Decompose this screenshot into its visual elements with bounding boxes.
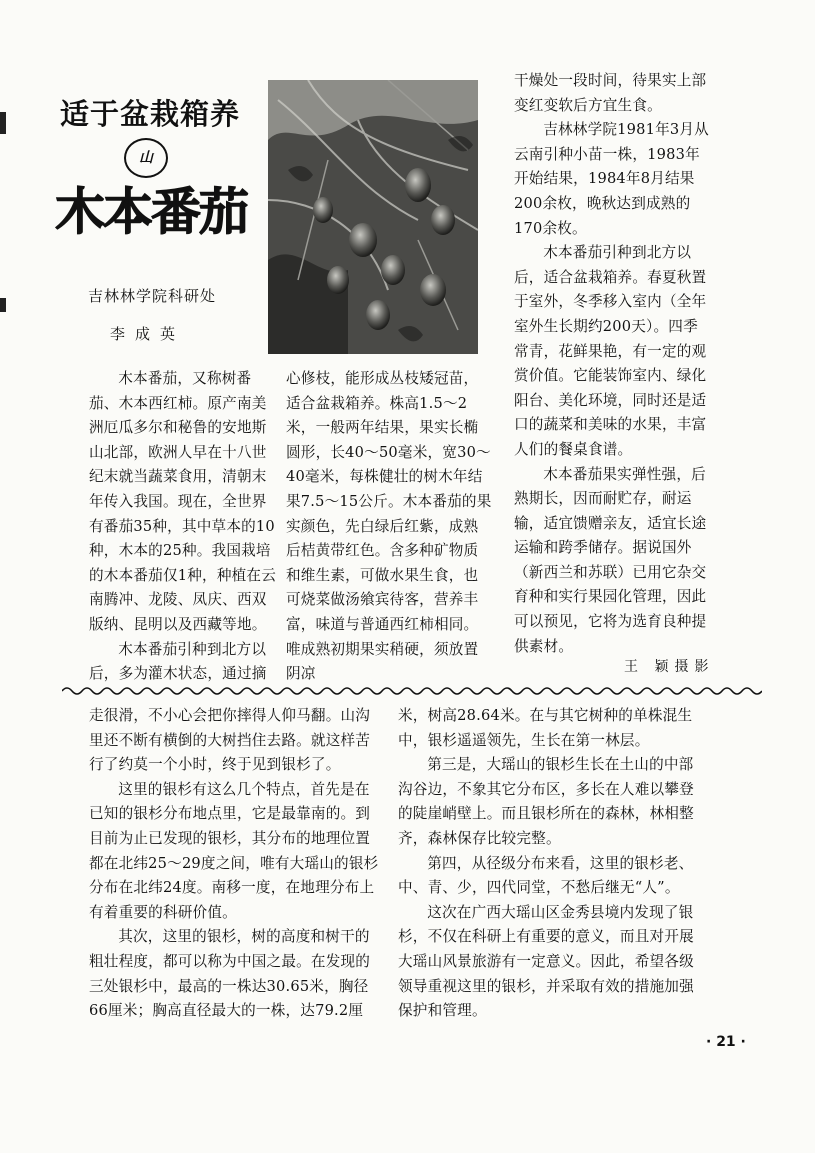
photo-illustration [268,80,478,354]
paragraph: 干燥处一段时间，待果实上部变红变软后方宜生食。 [514,72,707,114]
paragraph: 木本番茄，又称树番茄、木本西红柿。原产南美洲厄瓜多尔和秘鲁的安地斯山北部，欧洲人早在十八世纪末就当蔬菜食用，清朝末年传入我国。现在，全世界有番茄35种，其中草本的10种，木本的25种。我国栽培的木本番茄仅1种，种植在云南腾冲、龙陵、凤庆、西双版纳、昆明以及西藏等地。 [89,370,277,633]
scan-mark [0,112,6,134]
article1-col1 [89,367,278,687]
title-line2: 木本番茄 [55,183,247,241]
article1-col2 [286,367,492,687]
paragraph: 吉林林学院1981年3月从云南引种小苗一株，1983年开始结果，1984年8月结果200余枚，晚秋达到成熟的170余枚。 [514,121,709,237]
paragraph: 心修枝，能形成丛枝矮冠苗，适合盆栽箱养。株高1.5～2米，一般两年结果，果实长椭圆形，长40～50毫米，宽30～40毫米，每株健壮的树木年结果7.5～15公斤。木本番茄的果实颜色，先白绿后红紫，成熟后桔黄带红色。含多种矿物质和维生素，可做水果生食，也可烧菜做汤飨宾待客，营养丰富，味道与普通西红柿相同。唯成熟初期果实稍硬，须放置阴凉 [286,370,492,683]
paragraph: 米，树高28.64米。在与其它树种的单株混生中，银杉遥遥领先，生长在第一林层。 [398,707,693,749]
tree-tomato-photo [268,80,478,354]
paragraph: 木本番茄果实弹性强，后熟期长，因而耐贮存，耐运输，适宜馈赠亲友，适宜长途运输和跨季储存。据说国外（新西兰和苏联）已用它杂交育种和实行果园化管理，因此可以预见，它将为选育良种提供素材。 [514,465,707,655]
paragraph: 这里的银杉有这么几个特点，首先是在已知的银杉分布地点里，它是最靠南的。到目前为止已发现的银杉，其分布的地理位置都在北纬25～29度之间，唯有大瑶山的银杉分布在北纬24度。南移一度，在地理分布上有着重要的科研价值。 [89,780,379,921]
paragraph: 木本番茄引种到北方以后，适合盆栽箱养。春夏秋置于室外，冬季移入室内（全年室外生长期约200天）。四季常青，花鲜果艳，有一定的观赏价值。它能装饰室内、绿化阳台、美化环境，同时还是适口的蔬菜和美味的水果，丰富人们的餐桌食谱。 [514,244,707,458]
paragraph: 这次在广西大瑶山区金秀县境内发现了银杉，不仅在科研上有重要的意义，而且对开展大瑶山风景旅游有一定意义。因此，希望各级领导重视这里的银杉，并采取有效的措施加强保护和管理。 [398,903,694,1020]
paragraph: 木本番茄引种到北方以后，多为灌木状态，通过摘 [89,640,267,683]
paragraph: 第三是，大瑶山的银杉生长在土山的中部沟谷边，不象其它分布区，多长在人难以攀登的陡崖峭壁上。而且银杉所在的森林，林相整齐，森林保存比较完整。 [398,756,694,847]
photo-credit: 王 颖摄影 [624,659,715,675]
page-number: · 21 · [706,1034,746,1050]
article1-col3 [514,69,710,659]
affiliation: 吉林林学院科研处 [88,287,217,305]
paragraph: 其次，这里的银杉，树的高度和树干的粗壮程度，都可以称为中国之最。在发现的三处银杉中，最高的一株达30.65米，胸径66厘米；胸高直径最大的一株，达79.2厘 [89,928,371,1020]
wavy-divider [62,684,762,698]
scan-mark [0,298,6,312]
title-line1: 适于盆栽箱养 [60,97,241,131]
paragraph: 第四，从径级分布来看，这里的银杉老、中、青、少，四代同堂，不愁后继无“人”。 [398,854,694,897]
title-emblem: 山 [124,138,168,178]
author: 李成英 [110,325,186,343]
article2-left [89,704,379,1024]
article2-right [398,704,708,1024]
paragraph: 走很滑，不小心会把你摔得人仰马翻。山沟里还不断有横倒的大树挡住去路。就这样苦行了约莫一个小时，终于见到银杉了。 [89,707,371,774]
